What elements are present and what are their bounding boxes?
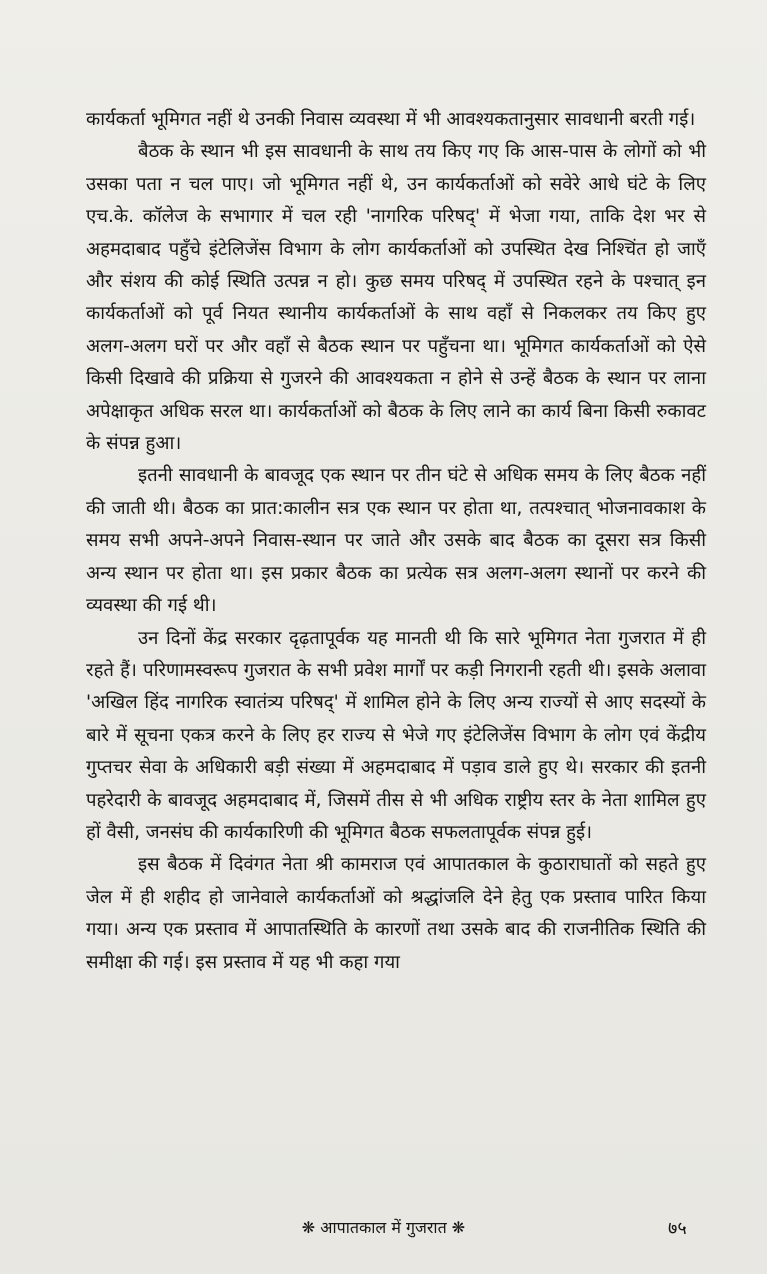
body-text <box>86 104 706 979</box>
paragraph-1: कार्यकर्ता भूमिगत नहीं थे उनकी निवास व्यवस्था में भी आवश्यकतानुसार सावधानी बरती गई। <box>86 109 696 130</box>
paragraph-5: इस बैठक में दिवंगत नेता श्री कामराज एवं आपातकाल के कुठाराघातों को सहते हुए जेल में ही शहीद हो जानेवाले कार्यकर्ताओं को श्रद्धांजलि देने हेतु एक प्रस्ताव पारित किया गया। अन्य एक प्रस्ताव में आपातस्थिति के कारणों तथा उसके बाद की राजनीतिक स्थिति की समीक्षा की गई। इस प्रस्ताव में यह भी कहा गया <box>86 854 706 973</box>
running-title: ❋ आपातकाल में गुजरात ❋ <box>301 1218 466 1237</box>
paragraph-3: इतनी सावधानी के बावजूद एक स्थान पर तीन घंटे से अधिक समय के लिए बैठक नहीं की जाती थी। बैठक का प्रात:कालीन सत्र एक स्थान पर होता था, तत्पश्चात् भोजनावकाश के समय सभी अपने-अपने निवास-स्थान पर जाते और उसके बाद बैठक का दूसरा सत्र किसी अन्य स्थान पर होता था। इस प्रकार बैठक का प्रत्येक सत्र अलग-अलग स्थानों पर करने की व्यवस्था की गई थी। <box>86 465 706 617</box>
paragraph-2: बैठक के स्थान भी इस सावधानी के साथ तय किए गए कि आस-पास के लोगों को भी उसका पता न चल पाए। जो भूमिगत नहीं थे, उन कार्यकर्ताओं को सवेरे आधे घंटे के लिए एच.के. कॉलेज के सभागार में चल रही 'नागरिक परिषद्' में भेजा गया, ताकि देश भर से अहमदाबाद पहुँचे इंटेलिजेंस विभाग के लोग कार्यकर्ताओं को उपस्थित देख निश्चिंत हो जाएँ और संशय की कोई स्थिति उत्पन्न न हो। कुछ समय परिषद् में उपस्थित रहने के पश्चात् इन कार्यकर्ताओं को पूर्व नियत स्थानीय कार्यकर्ताओं के साथ वहाँ से निकलकर तय किए हुए अलग-अलग घरों पर और वहाँ से बैठक स्थान पर पहुँचना था। भूमिगत कार्यकर्ताओं को ऐसे किसी दिखावे की प्रक्रिया से गुजरने की आवश्यकता न होने से उन्हें बैठक के स्थान पर लाना अपेक्षाकृत अधिक सरल था। कार्यकर्ताओं को बैठक के लिए लाने का कार्य बिना किसी रुकावट के संपन्न हुआ। <box>86 141 706 455</box>
page-number: ७५ <box>668 1218 687 1239</box>
page-footer <box>0 1214 767 1242</box>
paragraph-4: उन दिनों केंद्र सरकार दृढ़तापूर्वक यह मानती थी कि सारे भूमिगत नेता गुजरात में ही रहते हैं। परिणामस्वरूप गुजरात के सभी प्रवेश मार्गों पर कड़ी निगरानी रहती थी। इसके अलावा 'अखिल हिंद नागरिक स्वातंत्र्य परिषद्' में शामिल होने के लिए अन्य राज्यों से आए सदस्यों के बारे में सूचना एकत्र करने के लिए हर राज्य से भेजे गए इंटेलिजेंस विभाग के लोग एवं केंद्रीय गुप्तचर सेवा के अधिकारी बड़ी संख्या में अहमदाबाद में पड़ाव डाले हुए थे। सरकार की इतनी पहरेदारी के बावजूद अहमदाबाद में, जिसमें तीस से भी अधिक राष्ट्रीय स्तर के नेता शामिल हुए हों वैसी, जनसंघ की कार्यकारिणी की भूमिगत बैठक सफलतापूर्वक संपन्न हुई। <box>86 627 706 843</box>
